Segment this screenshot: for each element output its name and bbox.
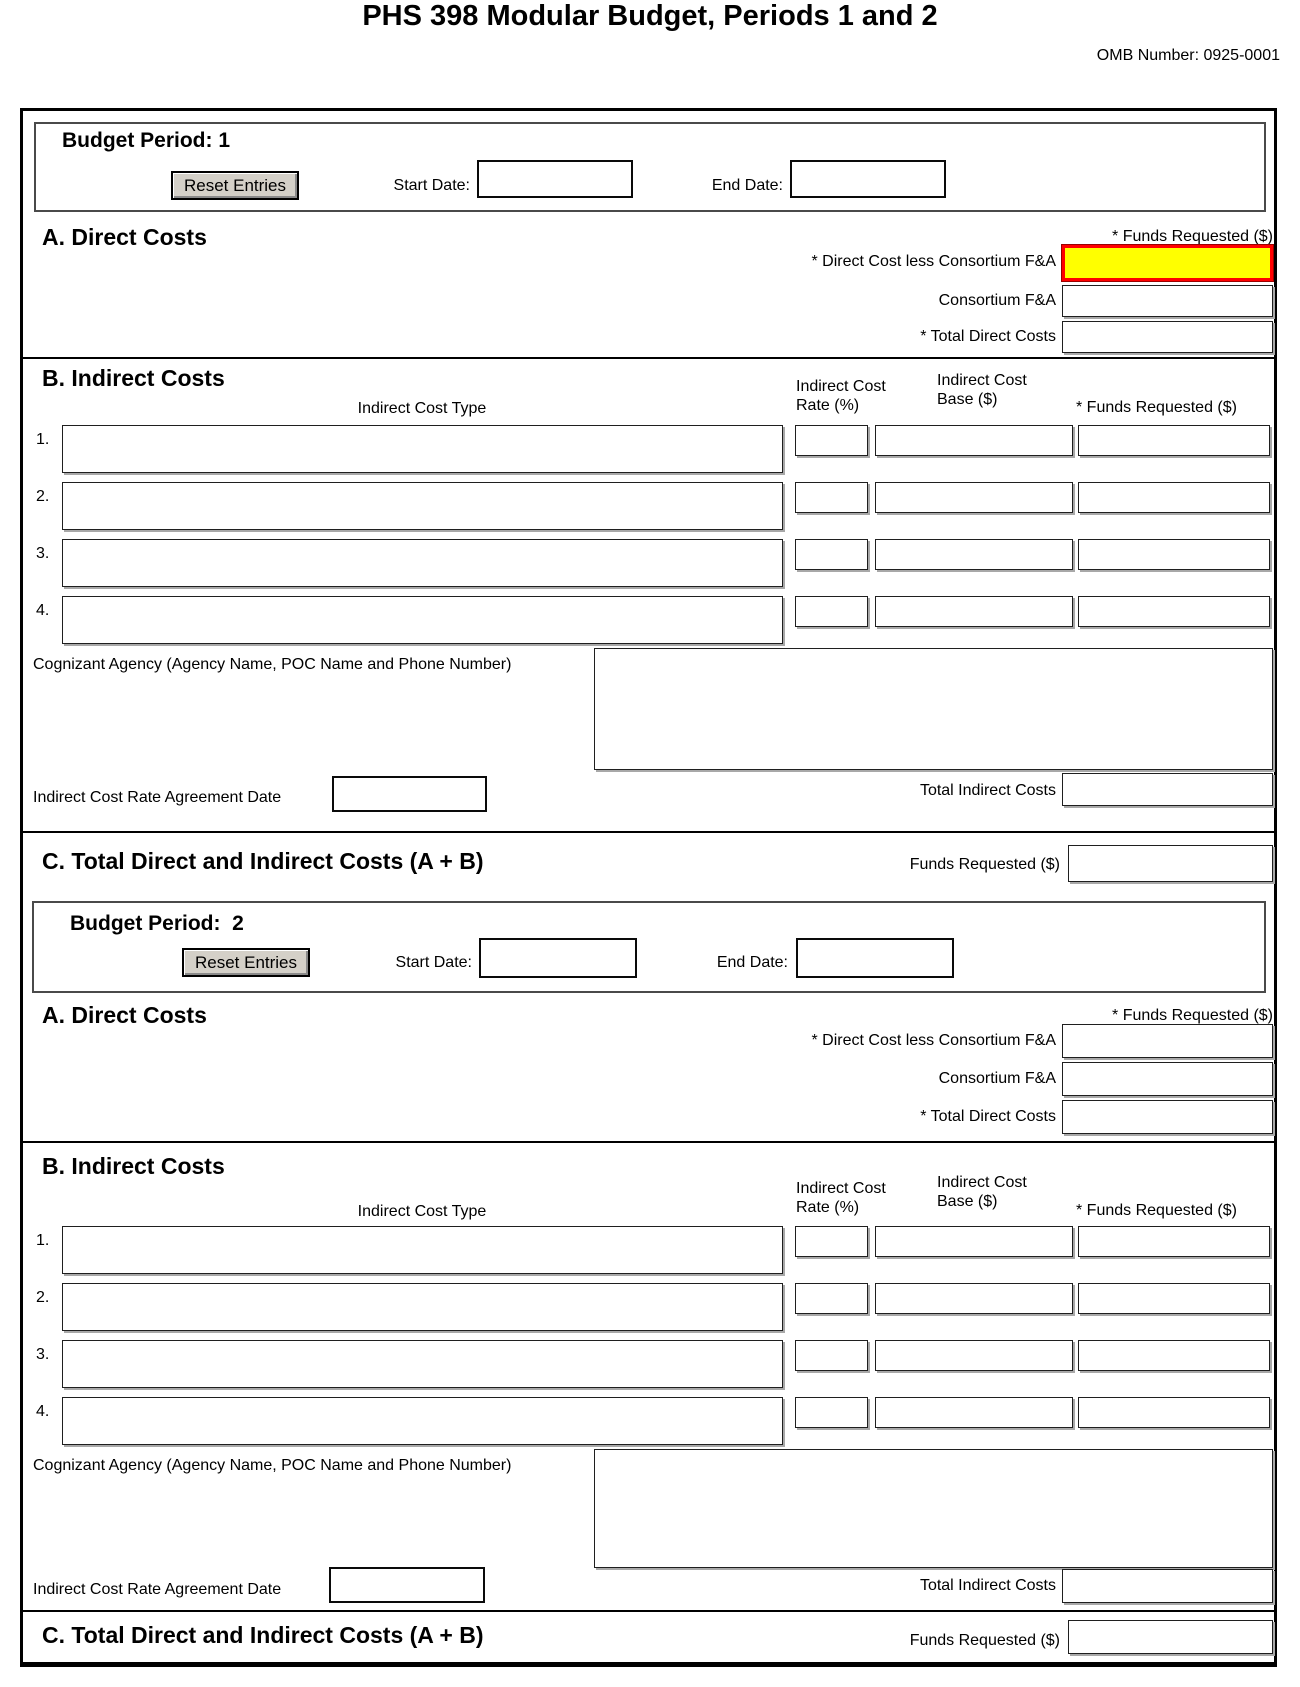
indirect-funds-field-p1-row2[interactable]	[1078, 482, 1270, 513]
funds-requested-col-header-p1: * Funds Requested ($)	[1076, 399, 1237, 416]
funds-requested-header-p2: * Funds Requested ($)	[1112, 1007, 1273, 1024]
funds-requested-label-p2: Funds Requested ($)	[909, 1632, 1060, 1649]
indirect-funds-field-p1-row4[interactable]	[1078, 596, 1270, 627]
start-date-label-p2: Start Date:	[395, 954, 472, 971]
indirect-rate-header-line1-p1: Indirect Cost	[796, 378, 886, 395]
indirect-base-field-p2-row4[interactable]	[875, 1397, 1073, 1428]
section-a-heading-p1: A. Direct Costs	[42, 224, 207, 250]
indirect-base-field-p1-row4[interactable]	[875, 596, 1073, 627]
indirect-base-field-p2-row3[interactable]	[875, 1340, 1073, 1371]
indirect-rate-field-p2-row2[interactable]	[795, 1283, 868, 1314]
row-number: 2.	[36, 1289, 50, 1306]
agreement-date-label-p1: Indirect Cost Rate Agreement Date	[33, 789, 282, 806]
funds-requested-label-p1: Funds Requested ($)	[909, 856, 1060, 873]
indirect-base-header-line1-p1: Indirect Cost	[937, 372, 1027, 389]
indirect-base-field-p1-row2[interactable]	[875, 482, 1073, 513]
reset-entries-button-p2[interactable]: Reset Entries	[182, 948, 310, 977]
end-date-label-p2: End Date:	[716, 954, 788, 971]
indirect-funds-field-p2-row2[interactable]	[1078, 1283, 1270, 1314]
total-direct-costs-field-p2[interactable]	[1062, 1100, 1273, 1134]
indirect-funds-field-p1-row3[interactable]	[1078, 539, 1270, 570]
indirect-cost-type-header-p2: Indirect Cost Type	[357, 1203, 487, 1220]
section-divider	[23, 1610, 1274, 1612]
indirect-type-field-p2-row4[interactable]	[62, 1397, 783, 1445]
section-c-heading-p1: C. Total Direct and Indirect Costs (A + B)	[42, 848, 484, 874]
indirect-type-field-p1-row1[interactable]	[62, 425, 783, 473]
consortium-fa-field-p1[interactable]	[1062, 285, 1273, 317]
indirect-rate-field-p2-row3[interactable]	[795, 1340, 868, 1371]
end-date-label-p1: End Date:	[711, 177, 783, 194]
direct-less-consortium-label-p1: * Direct Cost less Consortium F&A	[811, 253, 1056, 270]
section-a-heading-p2: A. Direct Costs	[42, 1002, 207, 1028]
indirect-type-field-p2-row3[interactable]	[62, 1340, 783, 1388]
section-c-heading-p2: C. Total Direct and Indirect Costs (A + B)	[42, 1622, 484, 1648]
end-date-field-p1[interactable]	[790, 160, 946, 198]
section-divider	[23, 357, 1274, 359]
indirect-rate-field-p2-row1[interactable]	[795, 1226, 868, 1257]
indirect-rate-header-line2-p2: Rate (%)	[796, 1199, 860, 1216]
omb-number: OMB Number: 0925-0001	[1096, 47, 1280, 64]
budget-period-1-heading: Budget Period: 1	[62, 129, 231, 152]
row-number: 4.	[36, 1403, 50, 1420]
total-funds-requested-field-p1[interactable]	[1068, 845, 1273, 882]
indirect-rate-field-p1-row2[interactable]	[795, 482, 868, 513]
total-direct-costs-label-p2: * Total Direct Costs	[920, 1108, 1056, 1125]
indirect-base-field-p2-row1[interactable]	[875, 1226, 1073, 1257]
section-divider	[23, 1141, 1274, 1143]
indirect-cost-type-header-p1: Indirect Cost Type	[357, 400, 487, 417]
indirect-rate-field-p1-row1[interactable]	[795, 425, 868, 456]
indirect-base-header-line2-p1: Base ($)	[937, 391, 998, 408]
indirect-type-field-p1-row2[interactable]	[62, 482, 783, 530]
indirect-type-field-p2-row1[interactable]	[62, 1226, 783, 1274]
cognizant-agency-label-p2: Cognizant Agency (Agency Name, POC Name and Phone Number)	[33, 1457, 512, 1474]
indirect-type-field-p2-row2[interactable]	[62, 1283, 783, 1331]
cognizant-agency-field-p2[interactable]	[594, 1449, 1273, 1568]
indirect-funds-field-p2-row1[interactable]	[1078, 1226, 1270, 1257]
total-indirect-field-p1[interactable]	[1062, 773, 1273, 806]
start-date-label-p1: Start Date:	[393, 177, 470, 194]
indirect-rate-field-p2-row4[interactable]	[795, 1397, 868, 1428]
indirect-type-field-p1-row3[interactable]	[62, 539, 783, 587]
reset-entries-button-p1[interactable]: Reset Entries	[171, 171, 299, 200]
direct-cost-less-consortium-field-p2[interactable]	[1062, 1024, 1273, 1058]
total-direct-costs-field-p1[interactable]	[1062, 321, 1273, 353]
row-number: 1.	[36, 1232, 50, 1249]
indirect-rate-field-p1-row3[interactable]	[795, 539, 868, 570]
consortium-fa-field-p2[interactable]	[1062, 1062, 1273, 1096]
indirect-rate-header-line1-p2: Indirect Cost	[796, 1180, 886, 1197]
indirect-funds-field-p1-row1[interactable]	[1078, 425, 1270, 456]
row-number: 3.	[36, 545, 50, 562]
funds-requested-header-p1: * Funds Requested ($)	[1112, 228, 1273, 245]
total-direct-costs-label-p1: * Total Direct Costs	[920, 328, 1056, 345]
total-indirect-field-p2[interactable]	[1062, 1569, 1273, 1603]
direct-less-consortium-label-p2: * Direct Cost less Consortium F&A	[811, 1032, 1056, 1049]
agreement-date-field-p1[interactable]	[332, 776, 487, 812]
indirect-base-field-p1-row1[interactable]	[875, 425, 1073, 456]
end-date-field-p2[interactable]	[796, 938, 954, 978]
start-date-field-p2[interactable]	[479, 938, 637, 978]
indirect-funds-field-p2-row3[interactable]	[1078, 1340, 1270, 1371]
budget-period-2-heading: Budget Period: 2	[70, 912, 244, 935]
row-number: 4.	[36, 602, 50, 619]
consortium-fa-label-p1: Consortium F&A	[938, 292, 1056, 309]
indirect-base-header-line2-p2: Base ($)	[937, 1193, 998, 1210]
section-divider	[23, 831, 1274, 833]
row-number: 3.	[36, 1346, 50, 1363]
section-b-heading-p2: B. Indirect Costs	[42, 1153, 225, 1179]
direct-cost-less-consortium-field-p1[interactable]	[1062, 245, 1273, 281]
agreement-date-label-p2: Indirect Cost Rate Agreement Date	[33, 1581, 282, 1598]
consortium-fa-label-p2: Consortium F&A	[938, 1070, 1056, 1087]
section-b-heading-p1: B. Indirect Costs	[42, 365, 225, 391]
indirect-rate-field-p1-row4[interactable]	[795, 596, 868, 627]
start-date-field-p1[interactable]	[477, 160, 633, 198]
row-number: 2.	[36, 488, 50, 505]
funds-requested-col-header-p2: * Funds Requested ($)	[1076, 1202, 1237, 1219]
indirect-base-field-p2-row2[interactable]	[875, 1283, 1073, 1314]
cognizant-agency-field-p1[interactable]	[594, 648, 1273, 770]
indirect-rate-header-line2-p1: Rate (%)	[796, 397, 860, 414]
total-indirect-label-p1: Total Indirect Costs	[919, 782, 1056, 799]
page-title: PHS 398 Modular Budget, Periods 1 and 2	[362, 0, 938, 32]
indirect-type-field-p1-row4[interactable]	[62, 596, 783, 644]
total-funds-requested-field-p2[interactable]	[1068, 1620, 1273, 1654]
indirect-base-field-p1-row3[interactable]	[875, 539, 1073, 570]
agreement-date-field-p2[interactable]	[329, 1567, 485, 1603]
indirect-funds-field-p2-row4[interactable]	[1078, 1397, 1270, 1428]
row-number: 1.	[36, 431, 50, 448]
cognizant-agency-label-p1: Cognizant Agency (Agency Name, POC Name and Phone Number)	[33, 656, 512, 673]
indirect-base-header-line1-p2: Indirect Cost	[937, 1174, 1027, 1191]
total-indirect-label-p2: Total Indirect Costs	[919, 1577, 1056, 1594]
